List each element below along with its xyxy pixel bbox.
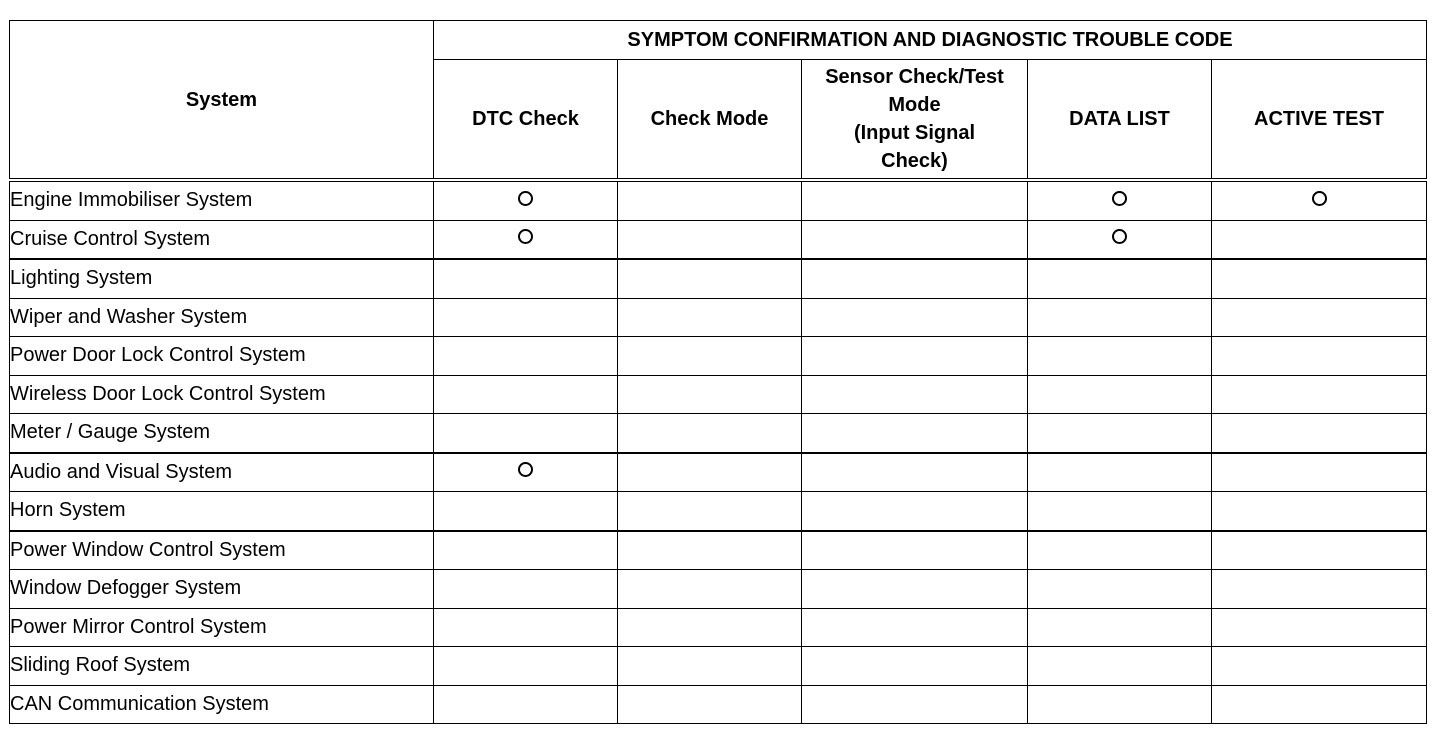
check-cell (802, 220, 1028, 259)
table-row (10, 685, 1427, 724)
sensor-check-header-line-1: Sensor Check/Test (825, 66, 1004, 88)
check-cell (1212, 570, 1427, 609)
check-cell (802, 570, 1028, 609)
system-name-cell: Horn System (10, 492, 434, 531)
check-mode-header: Check Mode (618, 60, 802, 181)
check-cell (1028, 220, 1212, 259)
check-cell (1028, 375, 1212, 414)
check-cell (1212, 608, 1427, 647)
dtc-check-header: DTC Check (434, 60, 618, 181)
table-row (10, 259, 1427, 298)
check-cell (434, 647, 618, 686)
check-cell (1028, 570, 1212, 609)
diagnostic-function-table (9, 20, 1427, 724)
system-name-cell: Power Mirror Control System (10, 608, 434, 647)
circle-mark-icon (518, 191, 533, 206)
check-cell (618, 180, 802, 220)
check-cell (802, 298, 1028, 337)
check-cell (434, 531, 618, 570)
check-cell (434, 414, 618, 453)
check-cell (618, 220, 802, 259)
check-cell (618, 685, 802, 724)
system-name-cell: Cruise Control System (10, 220, 434, 259)
check-cell (1212, 298, 1427, 337)
check-cell (618, 608, 802, 647)
check-cell (618, 570, 802, 609)
check-cell (802, 492, 1028, 531)
system-name-cell: Meter / Gauge System (10, 414, 434, 453)
check-cell (618, 647, 802, 686)
check-cell (1028, 492, 1212, 531)
check-cell (802, 180, 1028, 220)
check-cell (1212, 180, 1427, 220)
check-cell (618, 298, 802, 337)
circle-mark-icon (1112, 229, 1127, 244)
check-cell (434, 259, 618, 298)
check-cell (1028, 337, 1212, 376)
circle-mark-icon (1312, 191, 1327, 206)
system-name-cell: CAN Communication System (10, 685, 434, 724)
check-cell (434, 375, 618, 414)
check-cell (802, 414, 1028, 453)
sensor-check-test-mode-header (802, 60, 1028, 181)
diagnostic-table-container (9, 20, 1426, 724)
sensor-check-header-line-2: Mode (888, 94, 941, 116)
check-cell (434, 220, 618, 259)
check-cell (618, 531, 802, 570)
table-row (10, 608, 1427, 647)
check-cell (1212, 453, 1427, 492)
check-cell (1028, 685, 1212, 724)
check-cell (1212, 220, 1427, 259)
check-cell (618, 453, 802, 492)
check-cell (802, 608, 1028, 647)
table-row (10, 337, 1427, 376)
check-cell (802, 647, 1028, 686)
table-row (10, 180, 1427, 220)
circle-mark-icon (518, 229, 533, 244)
circle-mark-icon (1112, 191, 1127, 206)
check-cell (1212, 492, 1427, 531)
system-name-cell: Power Door Lock Control System (10, 337, 434, 376)
circle-mark-icon (518, 462, 533, 477)
table-row (10, 414, 1427, 453)
check-cell (1028, 608, 1212, 647)
check-cell (802, 531, 1028, 570)
table-row (10, 570, 1427, 609)
table-row (10, 453, 1427, 492)
table-row (10, 375, 1427, 414)
system-name-cell: Power Window Control System (10, 531, 434, 570)
check-cell (1028, 259, 1212, 298)
check-cell (434, 180, 618, 220)
table-row (10, 647, 1427, 686)
check-cell (1028, 298, 1212, 337)
system-name-cell: Sliding Roof System (10, 647, 434, 686)
table-row (10, 298, 1427, 337)
sensor-check-header-line-4: Check) (881, 150, 948, 172)
check-cell (1212, 337, 1427, 376)
system-name-cell: Window Defogger System (10, 570, 434, 609)
table-row (10, 531, 1427, 570)
system-name-cell: Audio and Visual System (10, 453, 434, 492)
table-body (10, 180, 1427, 724)
check-cell (1212, 414, 1427, 453)
symptom-confirmation-group-header: SYMPTOM CONFIRMATION AND DIAGNOSTIC TROUBLE CODE (434, 21, 1427, 60)
check-cell (434, 570, 618, 609)
system-name-cell: Wiper and Washer System (10, 298, 434, 337)
check-cell (618, 337, 802, 376)
table-row (10, 492, 1427, 531)
system-name-cell: Engine Immobiliser System (10, 180, 434, 220)
check-cell (618, 414, 802, 453)
check-cell (802, 685, 1028, 724)
check-cell (802, 375, 1028, 414)
check-cell (802, 259, 1028, 298)
check-cell (1212, 531, 1427, 570)
check-cell (434, 685, 618, 724)
check-cell (1212, 259, 1427, 298)
check-cell (1028, 531, 1212, 570)
check-cell (618, 375, 802, 414)
check-cell (1028, 414, 1212, 453)
check-cell (802, 453, 1028, 492)
system-name-cell: Lighting System (10, 259, 434, 298)
check-cell (434, 453, 618, 492)
check-cell (618, 259, 802, 298)
check-cell (434, 298, 618, 337)
data-list-header: DATA LIST (1028, 60, 1212, 181)
check-cell (434, 608, 618, 647)
sensor-check-header-line-3: (Input Signal (853, 122, 976, 144)
check-cell (1212, 685, 1427, 724)
check-cell (802, 337, 1028, 376)
check-cell (434, 492, 618, 531)
check-cell (1028, 647, 1212, 686)
check-cell (1028, 453, 1212, 492)
system-name-cell: Wireless Door Lock Control System (10, 375, 434, 414)
check-cell (618, 492, 802, 531)
check-cell (1028, 180, 1212, 220)
active-test-header: ACTIVE TEST (1212, 60, 1427, 181)
table-row (10, 220, 1427, 259)
check-cell (1212, 647, 1427, 686)
check-cell (434, 337, 618, 376)
check-cell (1212, 375, 1427, 414)
system-column-header: System (10, 21, 434, 181)
